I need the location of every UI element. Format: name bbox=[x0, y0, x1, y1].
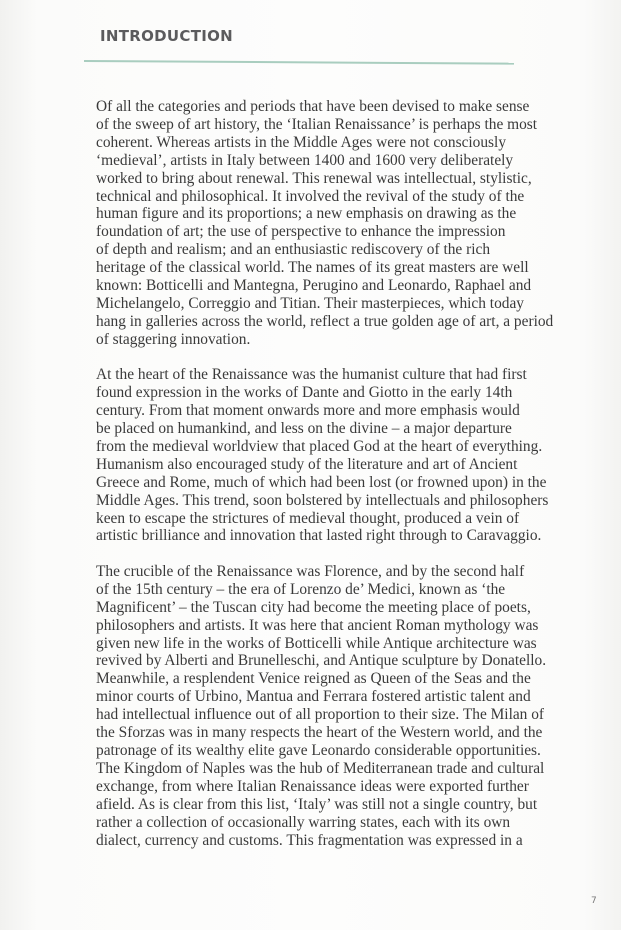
text-line: philosophers and artists. It was here that ancient Roman mythology was bbox=[96, 616, 539, 634]
text-line: Michelangelo, Correggio and Titian. Their masterpieces, which today bbox=[96, 294, 524, 312]
text-line: the Sforzas was in many respects the heart of the Western world, and the bbox=[96, 724, 543, 742]
text-line: patronage of its wealthy elite gave Leonardo considerable opportunities. bbox=[96, 742, 541, 759]
text-line: of depth and realism; and an enthusiastic rediscovery of the rich bbox=[96, 241, 491, 259]
text-line: human figure and its proportions; a new emphasis on drawing as the bbox=[96, 205, 517, 223]
text-line: dialect, currency and customs. This fragmentation was expressed in a bbox=[96, 831, 523, 849]
text-line: hang in galleries across the world, reflect a true golden age of art, a period bbox=[96, 312, 554, 330]
text-line: Humanism also encouraged study of the literature and art of Ancient bbox=[96, 455, 518, 473]
text-line: rather a collection of occasionally warring states, each with its own bbox=[96, 813, 511, 831]
text-line: ‘medieval’, artists in Italy between 1400 and 1600 very deliberately bbox=[96, 151, 514, 169]
text-line: coherent. Whereas artists in the Middle Ages were not consciously bbox=[96, 133, 507, 151]
text-line: worked to bring about renewal. This renewal was intellectual, stylistic, bbox=[96, 169, 532, 187]
text-line: At the heart of the Renaissance was the humanist culture that had first bbox=[96, 366, 527, 384]
text-line: known: Botticelli and Mantegna, Perugino and Leonardo, Raphael and bbox=[96, 277, 532, 295]
text-line: afield. As is clear from this list, ‘Italy’ was still not a single country, but bbox=[96, 795, 538, 813]
text-line: of staggering innovation. bbox=[96, 330, 251, 348]
text-line: century. From that moment onwards more and more emphasis would bbox=[96, 402, 520, 420]
text-line: of the 15th century – the era of Lorenzo de’ Medici, known as ‘the bbox=[96, 580, 506, 598]
text-line: from the medieval worldview that placed God at the heart of everything. bbox=[96, 437, 543, 455]
text-line: Meanwhile, a resplendent Venice reigned as Queen of the Seas and the bbox=[96, 670, 531, 688]
text-line: keen to escape the strictures of medieval thought, produced a vein of bbox=[96, 509, 520, 527]
paragraph bbox=[96, 562, 547, 850]
text-line: had intellectual influence out of all proportion to their size. The Milan of bbox=[96, 706, 545, 724]
paragraph bbox=[96, 366, 549, 545]
paragraph bbox=[96, 98, 554, 349]
text-line: found expression in the works of Dante and Giotto in the early 14th bbox=[96, 384, 513, 402]
text-line: be placed on humankind, and less on the divine – a major departure bbox=[96, 420, 512, 437]
text-line: given new life in the works of Botticelli while Antique architecture was bbox=[96, 634, 537, 652]
text-line: foundation of art; the use of perspective to enhance the impression bbox=[96, 223, 506, 241]
text-line: of the sweep of art history, the ‘Italian Renaissance’ is perhaps the most bbox=[96, 115, 538, 133]
text-line: minor courts of Urbino, Mantua and Ferrara fostered artistic talent and bbox=[96, 688, 531, 706]
section-heading: INTRODUCTION bbox=[100, 27, 234, 45]
text-line: Middle Ages. This trend, soon bolstered by intellectuals and philosophers bbox=[96, 491, 549, 509]
text-line: The Kingdom of Naples was the hub of Mediterranean trade and cultural bbox=[96, 759, 545, 777]
body-text bbox=[96, 98, 554, 867]
page-number: 7 bbox=[591, 896, 597, 906]
text-line: Magnificent’ – the Tuscan city had become the meeting place of poets, bbox=[96, 598, 531, 616]
text-line: artistic brilliance and innovation that lasted right through to Caravaggio. bbox=[96, 527, 542, 545]
text-line: exchange, from where Italian Renaissance ideas were exported further bbox=[96, 777, 529, 795]
heading-rule bbox=[84, 60, 514, 65]
text-line: revived by Alberti and Brunelleschi, and Antique sculpture by Donatello. bbox=[96, 652, 547, 670]
text-line: The crucible of the Renaissance was Florence, and by the second half bbox=[96, 562, 525, 580]
text-line: technical and philosophical. It involved the revival of the study of the bbox=[96, 187, 525, 205]
text-line: Of all the categories and periods that have been devised to make sense bbox=[96, 98, 530, 115]
text-line: heritage of the classical world. The names of its great masters are well bbox=[96, 259, 529, 277]
text-line: Greece and Rome, much of which had been lost (or frowned upon) in the bbox=[96, 473, 547, 491]
